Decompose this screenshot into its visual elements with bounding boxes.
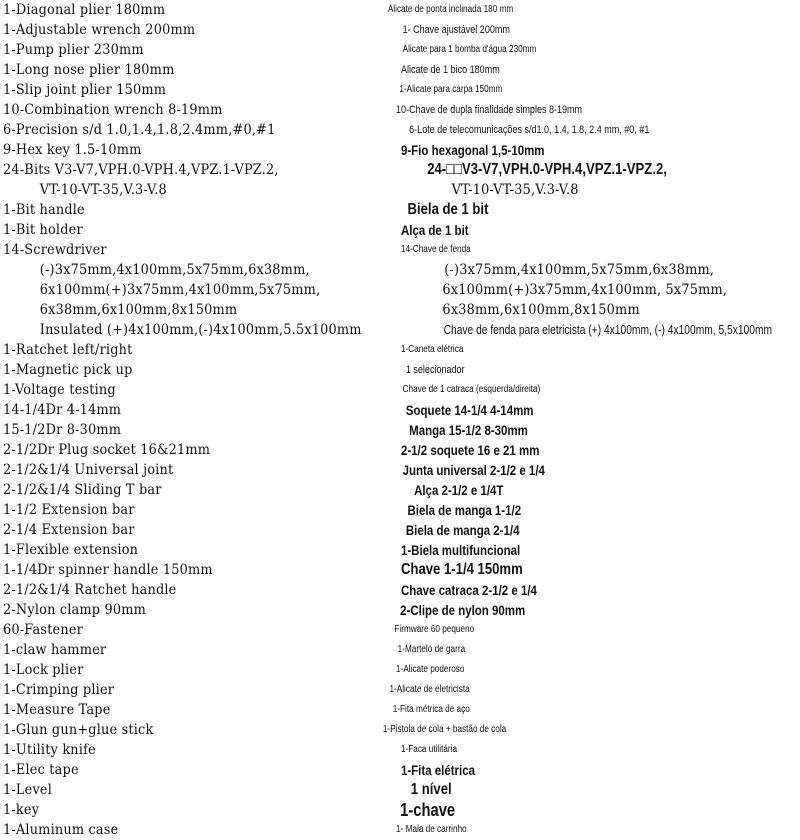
list-item: 1-Elec tape [3,762,79,778]
list-item: 1-1/2 Extension bar [3,502,135,518]
list-item: 1-Bit handle [3,202,85,218]
list-item: 1-Diagonal plier 180mm [3,2,166,18]
list-item: 14-Screwdriver [3,242,107,258]
list-item: 1-Lock plier [3,662,84,678]
list-item-continuation: VT-10-VT-35,V.3-V.8 [39,182,167,198]
list-item: Alça 2-1/2 e 1/4T [414,482,504,498]
list-item: 1-Level [3,782,53,798]
list-item: 1-Magnetic pick up [3,362,133,378]
list-item-continuation: 6x38mm,6x100mm,8x150mm [442,302,640,318]
list-item: 1-Long nose plier 180mm [3,62,175,78]
list-item: Chave de 1 catraca (esquerda/direita) [402,384,541,395]
list-item: 1-Faca utilitária [400,744,458,755]
list-item: Alicate para 1 bomba d'água 230mm [402,44,537,55]
list-item: 9-Fio hexagonal 1,5-10mm [400,142,545,158]
list-item-continuation: Chave de fenda para eletricista (+) 4x100mm, (-) 4x100mm, 5,5x100mm [443,323,773,337]
list-item: 1-Biela multifuncional [400,542,521,558]
list-item: 6-Precision s/d 1.0,1.4,1.8,2.4mm,#0,#1 [3,122,276,138]
list-item: 1-Fita métrica de aço [392,704,470,715]
list-item: 1-1/4Dr spinner handle 150mm [3,562,213,578]
portuguese-parts-list [378,0,798,840]
list-item: 1-Utility knife [3,742,96,758]
list-item: 2-1/2 soquete 16 e 21 mm [400,442,540,458]
list-item: 1-Adjustable wrench 200mm [3,22,196,38]
list-item: 24-Bits V3-V7,VPH.0-VPH.4,VPZ.1-VPZ.2, [3,162,279,178]
list-item: 2-1/2&1/4 Sliding T bar [3,482,162,498]
list-item: 1- Mala de carrinho [396,824,467,835]
list-item: 1-Alicate para carpa 150mm [399,84,503,95]
list-item: 2-1/2&1/4 Universal joint [3,462,174,478]
list-item: 60-Fastener [3,622,83,638]
list-item: 1-claw hammer [3,642,107,658]
list-item: Chave catraca 2-1/2 e 1/4 [400,582,537,598]
list-item: 1 selecionador [405,364,465,376]
list-item-continuation: (-)3x75mm,4x100mm,5x75mm,6x38mm, [444,262,715,278]
list-item: 2-Nylon clamp 90mm [3,602,147,618]
list-item: 1-Slip joint plier 150mm [3,82,167,98]
list-item: 1-Bit holder [3,222,83,238]
list-item: 1-chave [400,800,456,820]
list-item: 1 nível [410,781,452,798]
list-item: 1-Pistola de cola + bastão de cola [382,724,507,735]
list-item: 1-Crimping plier [3,682,115,698]
list-item: 1-Caneta elétrica [400,344,464,355]
list-item: 1-Martelo de garra [397,644,466,655]
list-item: Alicate de ponta inclinada 180 mm [387,4,514,15]
english-parts-list [3,0,393,840]
list-item-continuation: Insulated (+)4x100mm,(-)4x100mm,5.5x100mm [39,322,362,338]
list-item-continuation: VT-10-VT-35,V.3-V.8 [451,182,579,198]
list-item-continuation: 6x100mm(+)3x75mm,4x100mm, 5x75mm, [442,282,728,298]
list-item: 2-Clipe de nylon 90mm [400,602,526,618]
list-item: 1-Alicate de eletricista [389,684,470,695]
list-item: 2-1/4 Extension bar [3,522,135,538]
list-item: 1-Alicate poderoso [396,664,465,675]
list-item: Junta universal 2-1/2 e 1/4 [402,462,545,478]
list-item: 1-Aluminum case [3,822,119,838]
list-item: 6-Lote de telecomunicações s/d1.0, 1.4, 1.8, 2.4 mm, #0, #1 [409,124,650,136]
list-item: 1-Ratchet left/right [3,342,133,358]
list-item: Soquete 14-1/4 4-14mm [405,402,534,418]
list-item: 15-1/2Dr 8-30mm [3,422,122,438]
list-item: 1- Chave ajustável 200mm [402,24,510,36]
list-item: 1-Pump plier 230mm [3,42,144,58]
list-item: Alça de 1 bit [400,222,469,238]
list-item-continuation: (-)3x75mm,4x100mm,5x75mm,6x38mm, [39,262,310,278]
list-item: Manga 15-1/2 8-30mm [409,422,528,438]
list-item: 1-key [3,802,40,818]
list-item: 10-Combination wrench 8-19mm [3,102,223,118]
list-item: 10-Chave de dupla finalidade simples 8-19mm [396,104,583,116]
list-item: 1-Glun gun+glue stick [3,722,154,738]
list-item: Chave 1-1/4 150mm [400,561,523,578]
list-item: 2-1/2Dr Plug socket 16&21mm [3,442,211,458]
list-item: 9-Hex key 1.5-10mm [3,142,142,158]
list-item: Firmware 60 pequeno [394,624,475,635]
list-item: 1-Voltage testing [3,382,116,398]
list-item: 2-1/2&1/4 Ratchet handle [3,582,177,598]
list-item: Biela de manga 1-1/2 [407,502,522,518]
list-item-continuation: 6x38mm,6x100mm,8x150mm [39,302,238,318]
list-item: 14-Chave de fenda [400,244,471,255]
list-item: Biela de 1 bit [407,201,489,218]
list-item: 24-□□V3-V7,VPH.0-VPH.4,VPZ.1-VPZ.2, [427,161,667,178]
list-item: Biela de manga 2-1/4 [405,522,520,538]
list-item: 14-1/4Dr 4-14mm [3,402,122,418]
list-item: 1-Flexible extension [3,542,139,558]
list-item: 1-Measure Tape [3,702,111,718]
list-item: Alicate de 1 bico 180mm [400,64,500,76]
list-item-continuation: 6x100mm(+)3x75mm,4x100mm,5x75mm, [39,282,321,298]
list-item: 1-Fita elétrica [400,762,475,778]
